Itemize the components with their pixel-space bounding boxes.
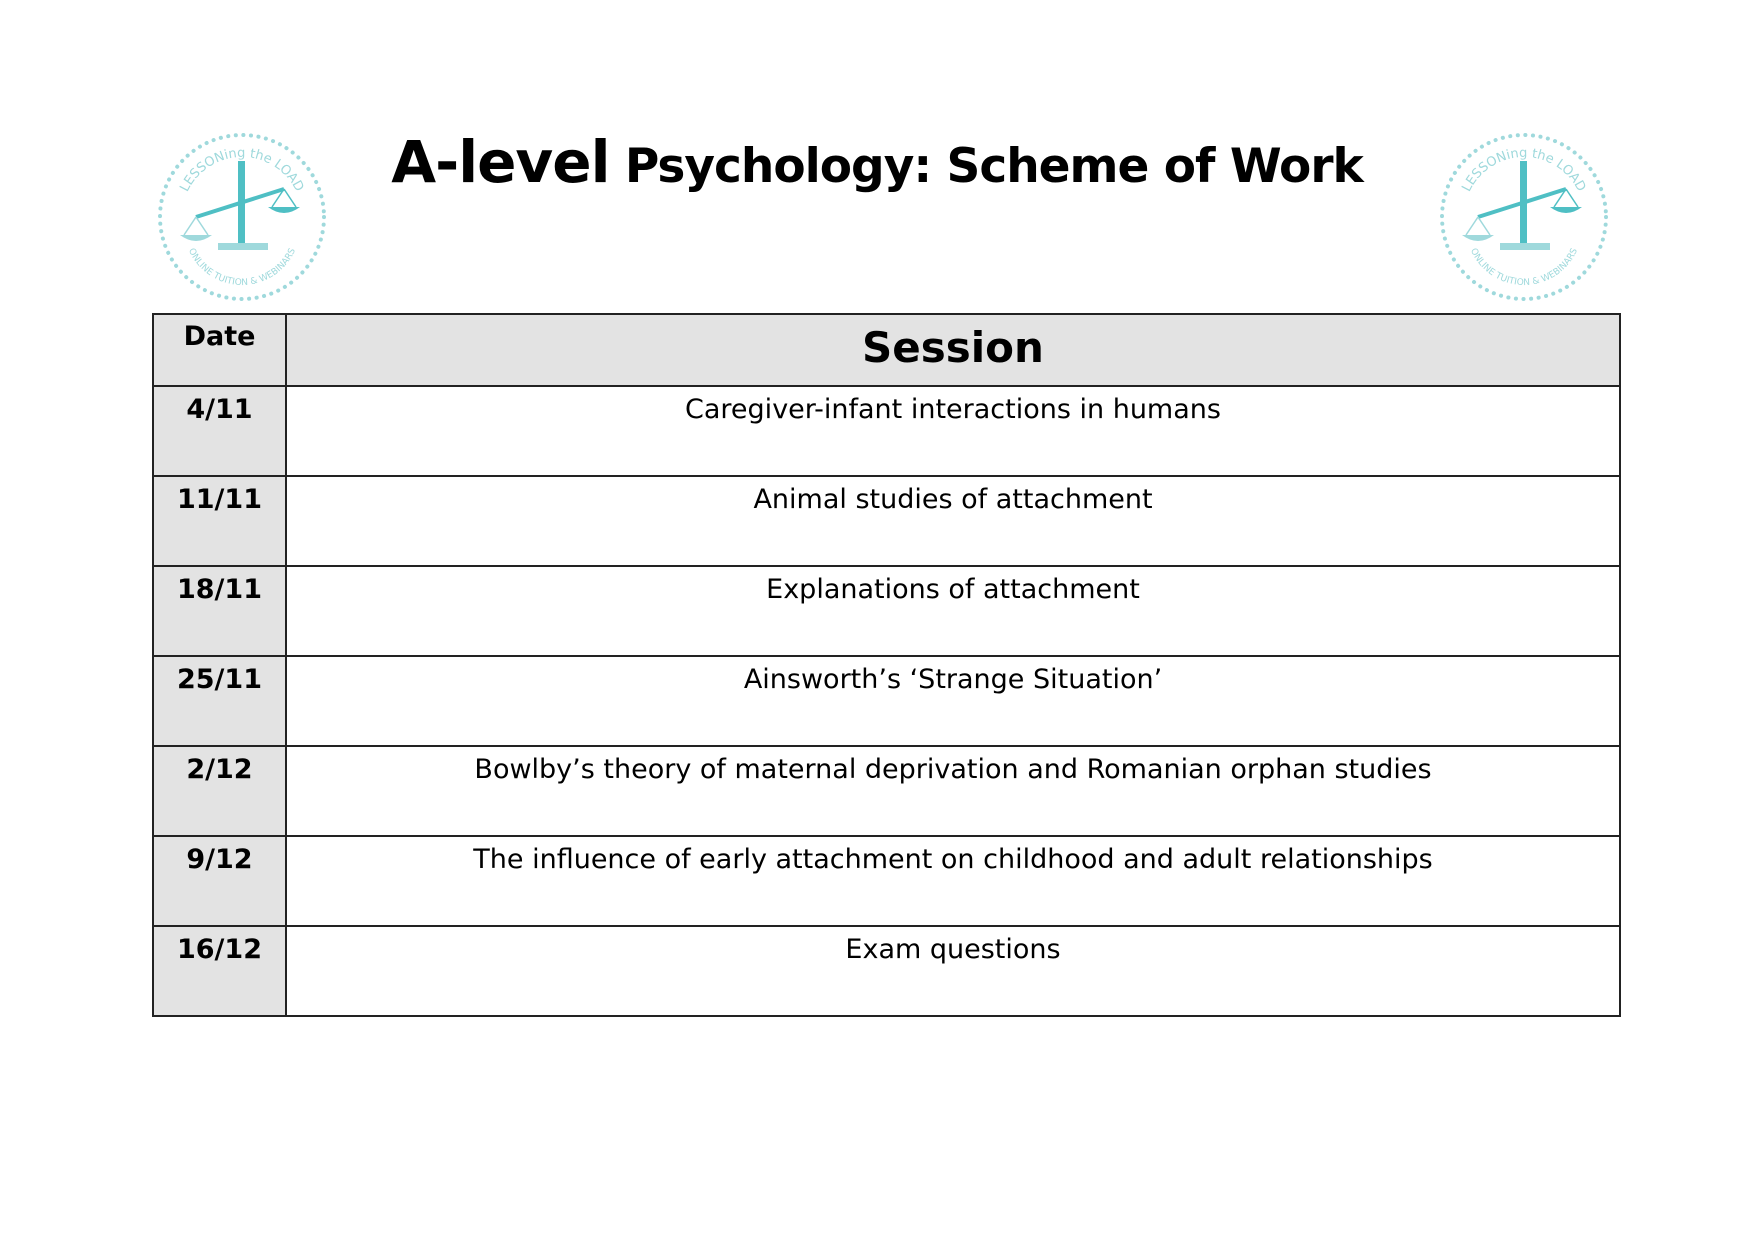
date-cell: 16/12 — [153, 926, 286, 1016]
session-cell: Exam questions — [286, 926, 1620, 1016]
session-cell: Caregiver-infant interactions in humans — [286, 386, 1620, 476]
title-rest: Psychology: Scheme of Work — [609, 139, 1363, 194]
date-cell: 11/11 — [153, 476, 286, 566]
date-cell: 25/11 — [153, 656, 286, 746]
table-row — [153, 836, 1620, 926]
logo-text-top: LESSONing the LOAD — [1459, 145, 1589, 195]
table-row — [153, 746, 1620, 836]
date-cell: 2/12 — [153, 746, 286, 836]
session-cell: Animal studies of attachment — [286, 476, 1620, 566]
session-cell: Explanations of attachment — [286, 566, 1620, 656]
table-row — [153, 386, 1620, 476]
scales-logo-icon — [1438, 131, 1610, 303]
table-row — [153, 476, 1620, 566]
date-cell: 18/11 — [153, 566, 286, 656]
scheme-of-work-table — [152, 313, 1621, 1017]
table-row — [153, 926, 1620, 1016]
logo-text-bottom: ONLINE TUITION & WEBINARS — [1467, 246, 1581, 289]
table-row — [153, 566, 1620, 656]
logo-text-top: LESSONing the LOAD — [177, 145, 307, 195]
date-cell: 4/11 — [153, 386, 286, 476]
table-row — [153, 656, 1620, 746]
lessoning-the-load-logo-right — [1438, 131, 1610, 303]
svg-text:ONLINE TUITION & WEBINARS — [186, 247, 298, 288]
session-cell: Bowlby’s theory of maternal deprivation and Romanian orphan studies — [286, 746, 1620, 836]
logo-text-bottom: ONLINE TUITION & WEBINARS — [185, 246, 299, 289]
table-header-row — [153, 314, 1620, 386]
header-session: Session — [286, 314, 1620, 386]
session-cell: The influence of early attachment on childhood and adult relationships — [286, 836, 1620, 926]
header-date: Date — [153, 314, 286, 386]
title-a-level: A-level — [391, 128, 610, 196]
svg-text:ONLINE TUITION & WEBINARS — [1468, 247, 1580, 288]
date-cell: 9/12 — [153, 836, 286, 926]
session-cell: Ainsworth’s ‘Strange Situation’ — [286, 656, 1620, 746]
